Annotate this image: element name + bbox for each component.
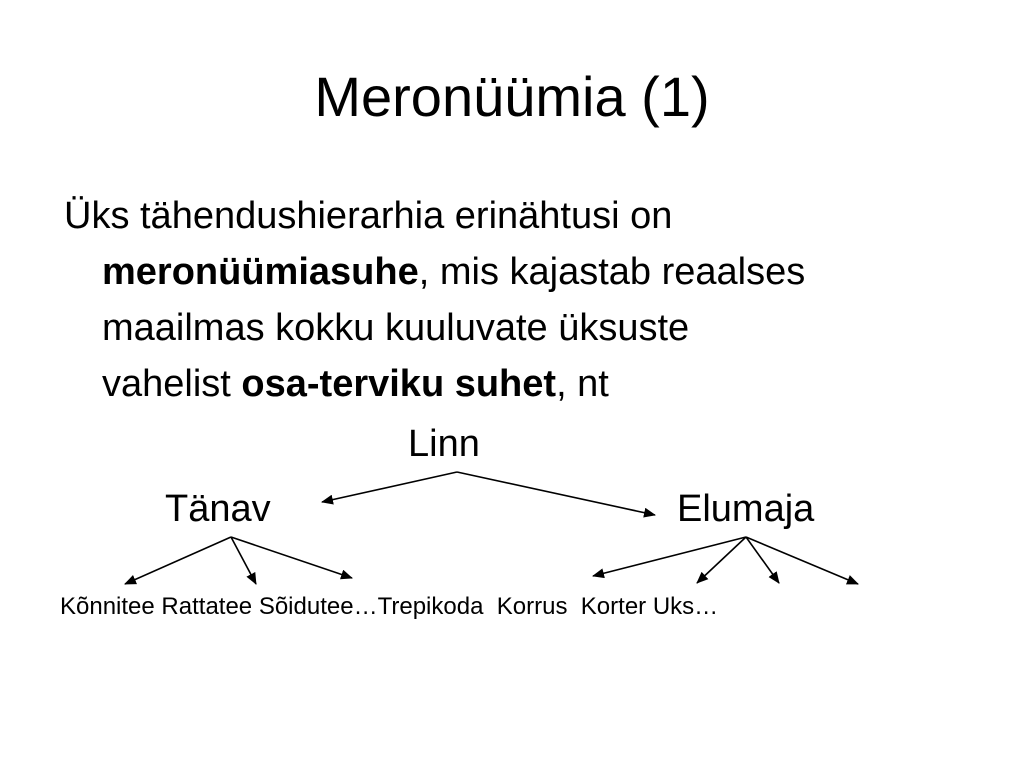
leaf-soidutee: Sõidutee… — [258, 593, 378, 620]
tree-root-linn: Linn — [408, 423, 480, 465]
leaf-rattatee: Rattatee — [161, 593, 253, 620]
paragraph-line-4-start: vahelist — [102, 363, 242, 405]
arrow-elumaja-trepikoda — [593, 537, 746, 576]
leaf-korter: Korter — [580, 593, 647, 620]
paragraph-line-4-end: , nt — [556, 363, 609, 405]
paragraph-line-2-rest: , mis kajastab reaalses — [418, 251, 806, 293]
slide-title: Meronüümia (1) — [314, 65, 710, 128]
leaf-konnitee: Kõnnitee — [60, 593, 155, 620]
term-meronymy: meronüümiasuhe — [102, 251, 419, 293]
arrow-linn-elumaja — [457, 472, 655, 515]
arrow-linn-tanav — [322, 472, 457, 502]
leaf-trepikoda: Trepikoda — [377, 593, 484, 620]
term-part-whole: osa-terviku suhet — [241, 363, 557, 405]
paragraph-line-3: maailmas kokku kuuluvate üksuste — [102, 307, 690, 349]
arrow-tanav-konnitee — [125, 537, 231, 584]
leaf-korrus: Korrus — [496, 593, 568, 620]
tree-node-elumaja: Elumaja — [677, 488, 815, 530]
paragraph-line-1: Üks tähendushierarhia erinähtusi on — [64, 195, 673, 237]
leaf-uks: Uks… — [652, 593, 719, 620]
tree-node-tanav: Tänav — [165, 488, 271, 530]
